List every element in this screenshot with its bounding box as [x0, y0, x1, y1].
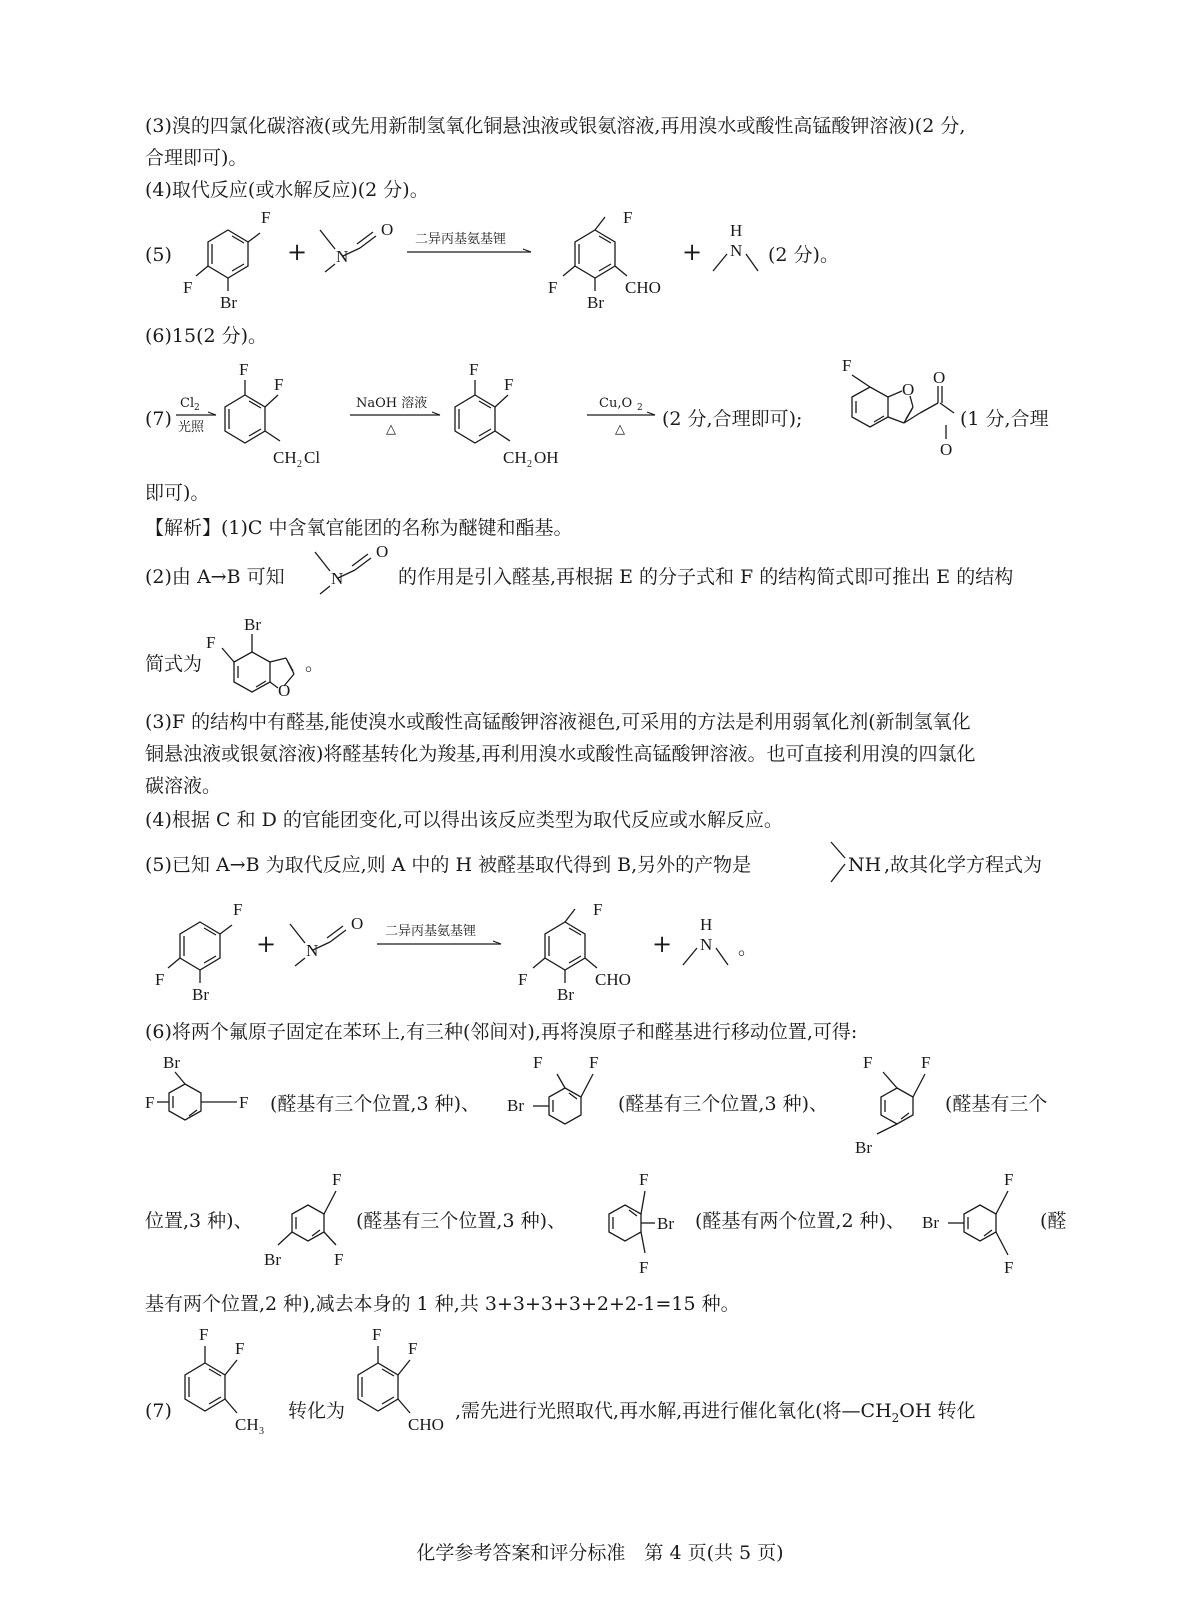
page-footer: 化学参考答案和评分标准 第 4 页(共 5 页) — [416, 1542, 784, 1564]
molecule-isomer-1 — [145, 1048, 270, 1128]
svg-text:光照: 光照 — [178, 420, 205, 435]
reaction-arrow-naoh — [348, 395, 444, 441]
molecule-isomer-3 — [855, 1048, 940, 1158]
svg-text:CH: CH — [503, 448, 527, 467]
svg-text:H: H — [730, 221, 743, 240]
svg-text:CHO: CHO — [408, 1415, 444, 1434]
svg-text:Cl: Cl — [304, 448, 321, 467]
answer-7-end: 即可)。 — [145, 482, 210, 504]
svg-text:Br: Br — [220, 293, 237, 312]
svg-text:F: F — [548, 278, 558, 297]
svg-text:O: O — [376, 542, 389, 561]
svg-text:O: O — [902, 380, 915, 399]
plus-sign: + — [682, 238, 703, 266]
svg-text:CHO: CHO — [595, 970, 631, 989]
molecule-dmf — [305, 540, 395, 600]
svg-text:Br: Br — [557, 985, 574, 1004]
svg-text:F: F — [233, 900, 243, 919]
svg-text:N: N — [306, 941, 319, 960]
svg-text:Br: Br — [657, 1214, 674, 1233]
analysis-6-case1: (醛基有三个位置,3 种)、 — [270, 1093, 480, 1115]
svg-text:N: N — [336, 247, 349, 266]
analysis-6-case6: (醛 — [1040, 1210, 1067, 1232]
svg-text:F: F — [504, 375, 514, 394]
plus-sign: + — [256, 930, 277, 958]
answer-7-label: (7) — [145, 408, 172, 430]
svg-text:H: H — [700, 915, 713, 934]
answer-6: (6)15(2 分)。 — [145, 325, 268, 347]
svg-text:2: 2 — [637, 403, 643, 413]
analysis-7-label: (7) — [145, 1400, 172, 1422]
analysis-6-line4: 基有两个位置,2 种),减去本身的 1 种,共 3+3+3+3+2+2-1=15 种。 — [145, 1293, 740, 1315]
svg-text:F: F — [183, 278, 193, 297]
molecule-diisopropylamine — [710, 218, 770, 278]
molecule-product-aldehyde — [510, 897, 650, 1012]
molecule-dmf — [280, 912, 370, 972]
analysis-2-line1-a: (2)由 A→B 可知 — [145, 566, 285, 588]
analysis-4: (4)根据 C 和 D 的官能团变化,可以得出该反应类型为取代反应或水解反应。 — [145, 809, 783, 831]
svg-text:Cl: Cl — [180, 396, 195, 411]
svg-text:F: F — [199, 1325, 209, 1344]
svg-text:CH: CH — [273, 448, 297, 467]
molecule-difluorobenzaldehyde — [348, 1318, 463, 1433]
answer-5-label: (5) — [145, 244, 172, 266]
svg-text:F: F — [639, 1258, 649, 1277]
svg-text:F: F — [206, 633, 216, 652]
molecule-benzofuran-ester — [830, 355, 965, 470]
molecule-isomer-5 — [585, 1165, 695, 1280]
molecule-bromo-fluorobenzofuran — [200, 612, 310, 707]
answer-4: (4)取代反应(或水解反应)(2 分)。 — [145, 179, 429, 201]
analysis-6-line1: (6)将两个氟原子固定在苯环上,有三种(邻间对),再将溴原子和醛基进行移动位置,可得: — [145, 1021, 858, 1043]
molecule-product-aldehyde — [540, 205, 680, 320]
molecule-diisopropylamine — [680, 912, 740, 972]
molecule-difluorotoluene — [175, 1318, 280, 1437]
reaction-arrow-lda — [405, 230, 535, 260]
svg-text:F: F — [639, 1170, 649, 1189]
analysis-3-line1: (3)F 的结构中有醛基,能使溴水或酸性高锰酸钾溶液褪色,可采用的方法是利用弱氧化剂(新制氢氧化 — [145, 711, 971, 733]
svg-text:F: F — [1004, 1170, 1014, 1189]
molecule-difluorobromobenzene — [150, 897, 250, 1007]
svg-text:N: N — [700, 935, 713, 954]
analysis-7-end-text2: OH 转化 — [899, 1400, 976, 1422]
svg-text:O: O — [940, 440, 953, 459]
analysis-5-nh: NH — [848, 854, 882, 876]
svg-text:F: F — [863, 1053, 873, 1072]
svg-text:OH: OH — [534, 448, 559, 467]
answer-7-score-2: (1 分,合理 — [960, 408, 1049, 430]
svg-text:2: 2 — [297, 459, 302, 470]
analysis-3-line2: 铜悬浊液或银氨溶液)将醛基转化为羧基,再利用溴水或酸性高锰酸钾溶液。也可直接利用溴的四氯化 — [145, 743, 976, 765]
svg-text:O: O — [351, 914, 364, 933]
svg-text:二异丙基氨基锂: 二异丙基氨基锂 — [415, 232, 507, 247]
svg-text:Br: Br — [244, 615, 261, 634]
molecule-benzyl-chloride — [210, 355, 340, 470]
analysis-7-end — [455, 1397, 975, 1427]
svg-text:Br: Br — [855, 1138, 872, 1157]
svg-text:2: 2 — [527, 459, 532, 470]
svg-text:NaOH 溶液: NaOH 溶液 — [356, 396, 428, 411]
molecule-difluorobromobenzene — [178, 205, 278, 315]
svg-text:F: F — [372, 1325, 382, 1344]
reaction-arrow-cu-o2 — [585, 395, 660, 441]
svg-text:Br: Br — [587, 293, 604, 312]
svg-text:F: F — [518, 970, 528, 989]
svg-text:F: F — [334, 1250, 344, 1269]
answer-5-score: (2 分)。 — [768, 244, 839, 266]
svg-text:二异丙基氨基锂: 二异丙基氨基锂 — [385, 924, 477, 939]
svg-text:F: F — [842, 356, 852, 375]
svg-text:2: 2 — [194, 403, 200, 413]
analysis-7-mid: 转化为 — [288, 1400, 346, 1422]
svg-text:O: O — [933, 368, 946, 387]
analysis-5-period: 。 — [738, 937, 758, 959]
analysis-7-end-text: ,需先进行光照取代,再水解,再进行催化氧化(将—CH — [455, 1400, 892, 1422]
svg-text:F: F — [145, 1093, 155, 1112]
svg-text:F: F — [155, 970, 165, 989]
analysis-5-line1-b: ,故其化学方程式为 — [884, 854, 1043, 876]
molecule-isomer-4 — [258, 1165, 353, 1280]
svg-text:F: F — [921, 1053, 931, 1072]
svg-text:O: O — [381, 220, 394, 239]
svg-text:Br: Br — [163, 1053, 180, 1072]
svg-text:F: F — [239, 360, 249, 379]
svg-text:△: △ — [386, 422, 396, 437]
analysis-6-case2: (醛基有三个位置,3 种)、 — [618, 1093, 828, 1115]
svg-text:CH: CH — [235, 1415, 259, 1434]
analysis-1: 【解析】(1)C 中含氧官能团的名称为醚键和酯基。 — [145, 517, 573, 539]
svg-text:O: O — [278, 681, 291, 700]
svg-text:F: F — [1004, 1258, 1014, 1277]
molecule-isomer-2 — [505, 1048, 610, 1128]
analysis-5-line1-a: (5)已知 A→B 为取代反应,则 A 中的 H 被醛基取代得到 B,另外的产物是 — [145, 854, 752, 876]
analysis-2-period: 。 — [305, 653, 325, 675]
analysis-6-case4: (醛基有三个位置,3 种)、 — [356, 1210, 566, 1232]
svg-text:3: 3 — [259, 1426, 264, 1437]
analysis-2-line1-b: 的作用是引入醛基,再根据 E 的分子式和 F 的结构简式即可推出 E 的结构 — [398, 566, 1014, 588]
molecule-isomer-6 — [920, 1165, 1030, 1280]
svg-text:F: F — [623, 208, 633, 227]
svg-text:Cu,O: Cu,O — [599, 396, 633, 411]
analysis-6-line3-a: 位置,3 种)、 — [145, 1210, 253, 1232]
analysis-6-case3: (醛基有三个 — [945, 1093, 1048, 1115]
answer-3-line2: 合理即可)。 — [145, 147, 248, 169]
svg-text:F: F — [533, 1053, 543, 1072]
svg-text:F: F — [332, 1170, 342, 1189]
svg-text:Br: Br — [507, 1096, 524, 1115]
analysis-2-line2: 简式为 — [145, 653, 203, 675]
svg-text:N: N — [730, 241, 743, 260]
svg-text:Br: Br — [264, 1250, 281, 1269]
svg-text:F: F — [469, 360, 479, 379]
plus-sign: + — [287, 238, 308, 266]
answer-7-score: (2 分,合理即可); — [662, 408, 803, 430]
analysis-6-case5: (醛基有两个位置,2 种)、 — [695, 1210, 905, 1232]
analysis-3-line3: 碳溶液。 — [145, 775, 222, 797]
svg-text:N: N — [331, 569, 344, 588]
svg-text:F: F — [593, 900, 603, 919]
answer-3-line1: (3)溴的四氯化碳溶液(或先用新制氢氧化铜悬浊液或银氨溶液,再用溴水或酸性高锰酸钾溶液)(2 分, — [145, 115, 966, 137]
svg-text:F: F — [274, 375, 284, 394]
svg-text:△: △ — [615, 422, 625, 437]
svg-text:CHO: CHO — [625, 278, 661, 297]
svg-text:F: F — [408, 1339, 418, 1358]
svg-text:F: F — [239, 1093, 249, 1112]
plus-sign: + — [652, 930, 673, 958]
reaction-arrow-lda — [375, 922, 505, 952]
svg-text:F: F — [589, 1053, 599, 1072]
svg-text:F: F — [261, 208, 271, 227]
analysis-7-subscript: 2 — [891, 1411, 900, 1425]
svg-text:Br: Br — [192, 985, 209, 1004]
svg-text:F: F — [235, 1339, 245, 1358]
svg-text:Br: Br — [922, 1213, 939, 1232]
molecule-benzyl-alcohol — [440, 355, 590, 470]
molecule-dmf — [310, 218, 400, 278]
